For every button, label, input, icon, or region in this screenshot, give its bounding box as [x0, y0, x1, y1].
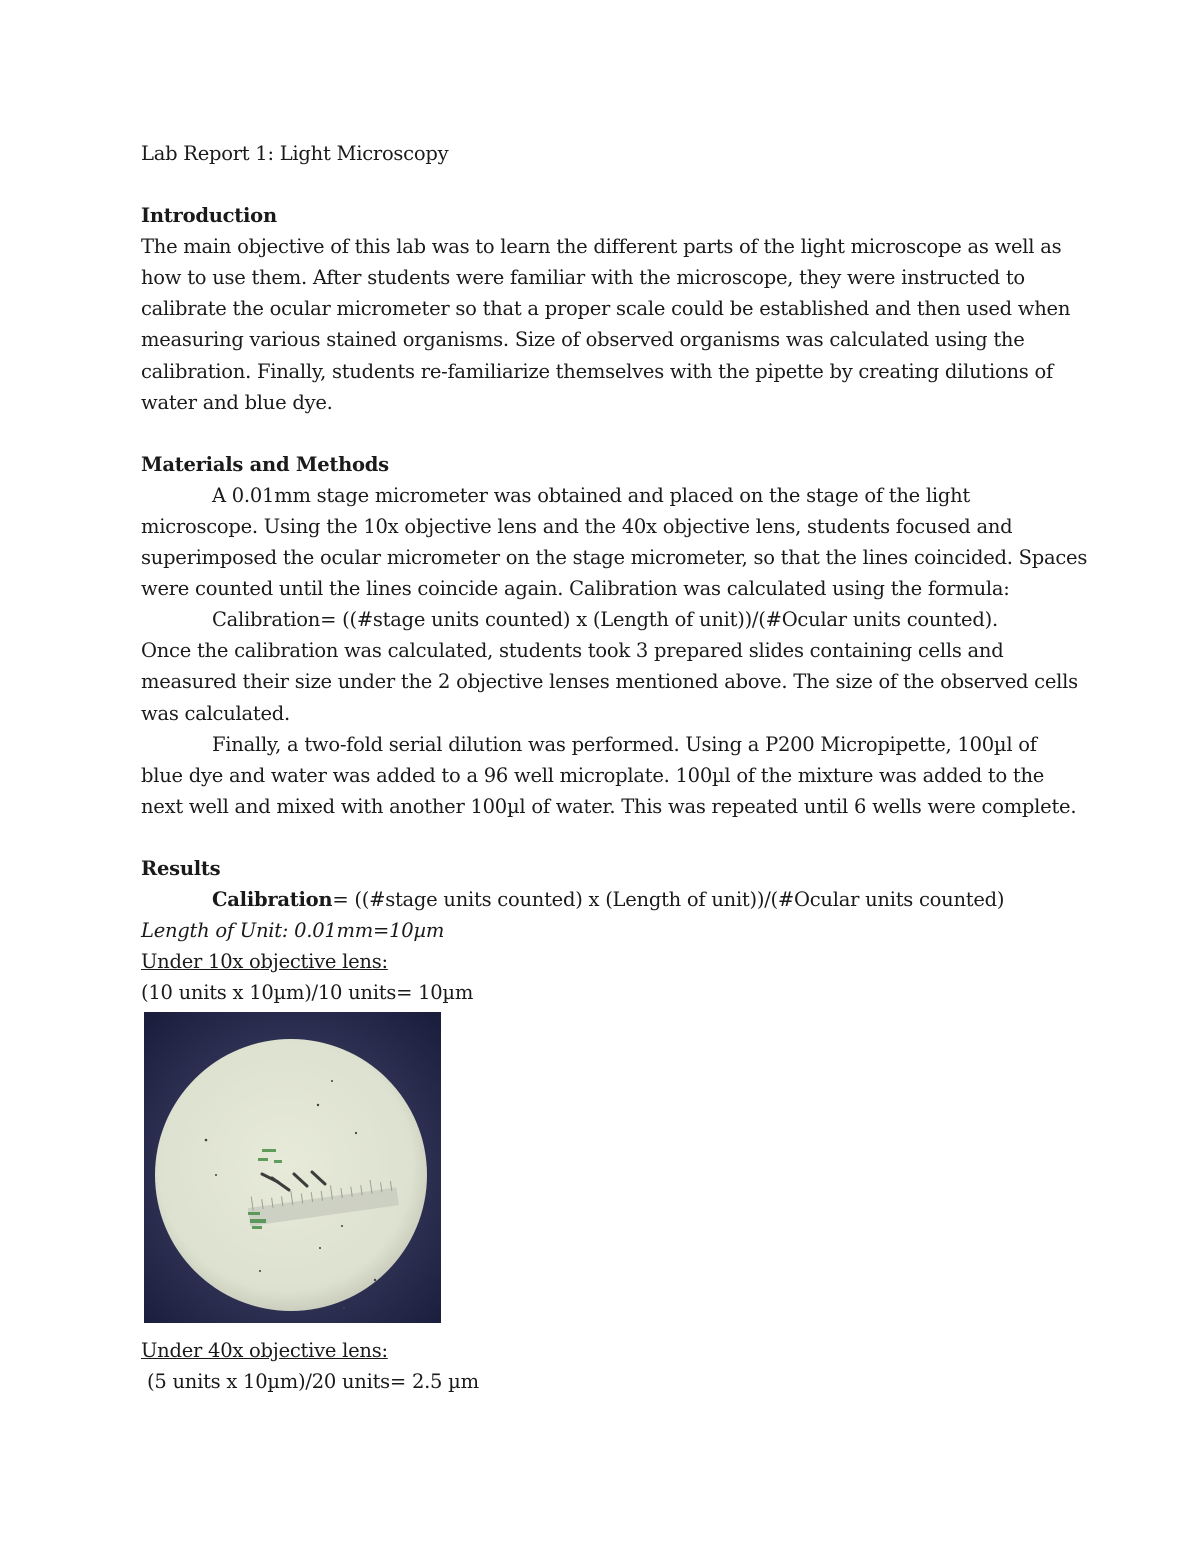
methods-line: superimposed the ocular micrometer on the stage micrometer, so that the lines coincided. Spaces	[141, 546, 1088, 570]
under-10x-label	[141, 946, 1061, 977]
methods-line: microscope. Using the 10x objective lens and the 40x objective lens, students focused and	[141, 514, 1013, 538]
methods-line: next well and mixed with another 100µl of water. This was repeated until 6 wells were complete.	[141, 794, 1077, 818]
spacer	[141, 418, 1061, 449]
intro-line: measuring various stained organisms. Size of observed organisms was calculated using the	[141, 328, 1025, 352]
results-calibration-formula	[141, 884, 1061, 915]
methods-line: was calculated.	[141, 701, 290, 725]
intro-line: calibrate the ocular micrometer so that a proper scale could be established and then used when	[141, 297, 1071, 321]
spacer	[141, 822, 1061, 853]
methods-heading: Materials and Methods	[141, 452, 389, 476]
methods-line: A 0.01mm stage micrometer was obtained and placed on the stage of the light	[212, 483, 970, 507]
methods-line: blue dye and water was added to a 96 well microplate. 100µl of the mixture was added to the	[141, 763, 1045, 787]
introduction-heading: Introduction	[141, 204, 277, 228]
intro-line: how to use them. After students were familiar with the microscope, they were instructed to	[141, 266, 1025, 290]
under-10x-calculation: (10 units x 10µm)/10 units= 10µm	[141, 981, 474, 1005]
under-40x-label	[141, 1335, 1061, 1366]
field-of-view	[155, 1039, 427, 1311]
micrograph-image	[144, 1012, 441, 1323]
under-40x-label-text: Under 40x objective lens:	[141, 1339, 388, 1363]
calibration-label: Calibration	[212, 887, 333, 911]
methods-formula: Calibration= ((#stage units counted) x (Length of unit))/(#Ocular units counted).	[212, 608, 998, 632]
under-10x-label-text: Under 10x objective lens:	[141, 950, 388, 974]
intro-line: The main objective of this lab was to learn the different parts of the light microscope as well as	[141, 235, 1062, 259]
length-of-unit: Length of Unit: 0.01mm=10µm	[141, 919, 445, 943]
intro-line: calibration. Finally, students re-familiarize themselves with the pipette by creating dilutions of	[141, 359, 1053, 383]
under-40x-calculation: (5 units x 10µm)/20 units= 2.5 µm	[147, 1370, 479, 1394]
methods-line: Once the calibration was calculated, students took 3 prepared slides containing cells and	[141, 639, 1004, 663]
document-title: Lab Report 1: Light Microscopy	[141, 142, 449, 165]
calibration-formula: = ((#stage units counted) x (Length of unit))/(#Ocular units counted)	[332, 887, 1005, 911]
results-heading: Results	[141, 856, 221, 880]
document-page	[141, 138, 1088, 1398]
methods-line: were counted until the lines coincide again. Calibration was calculated using the formula:	[141, 577, 1010, 601]
methods-line: Finally, a two-fold serial dilution was performed. Using a P200 Micropipette, 100µl of	[212, 732, 1037, 756]
intro-line: water and blue dye.	[141, 390, 333, 414]
methods-line: measured their size under the 2 objective lenses mentioned above. The size of the observed cells	[141, 670, 1078, 694]
